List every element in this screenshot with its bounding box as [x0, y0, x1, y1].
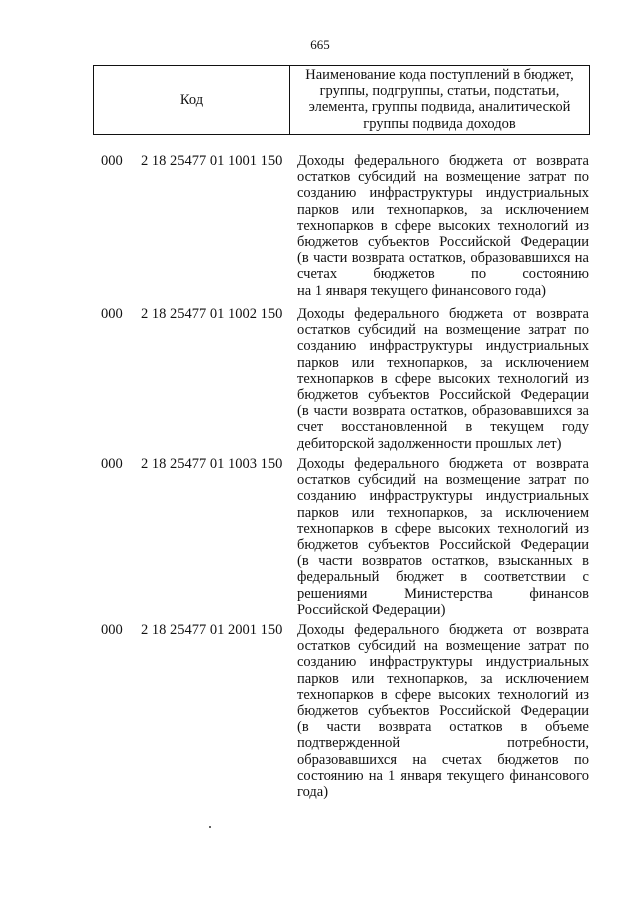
description-line: Доходы федерального бюджета от возврата	[297, 153, 589, 169]
admin-code: 000	[101, 622, 123, 638]
description-line: технопарков в сфере высоких технологий из	[297, 217, 589, 234]
description-line: (в части возвратов остатков, взысканных в	[297, 553, 589, 570]
description-line: Российской Федерации)	[297, 601, 446, 618]
description-line: технопарков в сфере высоких технологий из	[297, 370, 589, 387]
header-name-line: Наименование кода поступлений в бюджет,	[305, 67, 574, 83]
description-line: остатков субсидий на возмещение затрат по	[297, 169, 589, 186]
admin-code: 000	[101, 306, 123, 322]
description-line: созданию инфраструктуры индустриальных	[297, 654, 589, 671]
income-description	[297, 456, 589, 618]
description-line: на 1 января текущего финансового года)	[297, 282, 546, 299]
description-line: счет восстановленной в текущем году	[297, 419, 589, 436]
description-line: парков или технопарков, за исключением	[297, 201, 589, 218]
admin-code: 000	[101, 153, 123, 169]
header-name-cell	[290, 66, 589, 134]
income-description	[297, 153, 589, 299]
scan-speck	[209, 826, 211, 828]
description-line: созданию инфраструктуры индустриальных	[297, 338, 589, 355]
description-line: года)	[297, 783, 329, 800]
description-line: Доходы федерального бюджета от возврата	[297, 622, 589, 638]
description-line: Доходы федерального бюджета от возврата	[297, 456, 589, 472]
header-name-line: группы, подгруппы, статьи, подстатьи,	[319, 83, 560, 100]
income-description	[297, 622, 589, 800]
description-line: парков или технопарков, за исключением	[297, 670, 589, 687]
header-code-cell: Код	[94, 66, 290, 134]
description-line: бюджетов субъектов Российской Федерации	[297, 536, 589, 553]
description-line: парков или технопарков, за исключением	[297, 354, 589, 371]
admin-code: 000	[101, 456, 123, 472]
table-header	[93, 65, 590, 135]
header-name-line: элемента, группы подвида, аналитической	[308, 99, 571, 116]
income-code: 2 18 25477 01 2001 150	[141, 622, 283, 638]
description-line: остатков субсидий на возмещение затрат по	[297, 322, 589, 339]
description-line: состоянию на 1 января текущего финансового	[297, 767, 589, 784]
description-line: созданию инфраструктуры индустриальных	[297, 185, 589, 202]
description-line: бюджетов субъектов Российской Федерации	[297, 386, 589, 403]
description-line: бюджетов субъектов Российской Федерации	[297, 702, 589, 719]
description-line: остатков субсидий на возмещение затрат по	[297, 638, 589, 655]
header-name-line: группы подвида доходов	[363, 115, 516, 132]
description-line: парков или технопарков, за исключением	[297, 504, 589, 521]
description-line: остатков субсидий на возмещение затрат по	[297, 472, 589, 489]
income-code: 2 18 25477 01 1003 150	[141, 456, 283, 472]
description-line: бюджетов субъектов Российской Федерации	[297, 233, 589, 250]
description-line: образовавшихся на счетах бюджетов по	[297, 751, 589, 768]
description-line: (в части возврата остатков, образовавшихся на	[297, 250, 589, 267]
description-line: дебиторской задолженности прошлых лет)	[297, 435, 562, 452]
description-line: решениями Министерства финансов	[297, 585, 589, 602]
description-line: технопарков в сфере высоких технологий из	[297, 520, 589, 537]
description-line: подтвержденной потребности,	[297, 735, 589, 752]
description-line: технопарков в сфере высоких технологий из	[297, 686, 589, 703]
description-line: федеральный бюджет в соответствии с	[297, 569, 589, 586]
description-line: счетах бюджетов по состоянию	[297, 266, 589, 283]
income-description	[297, 306, 589, 452]
description-line: (в части возврата остатков, образовавшихся за	[297, 403, 589, 420]
description-line: созданию инфраструктуры индустриальных	[297, 488, 589, 505]
description-line: (в части возврата остатков в объеме	[297, 719, 589, 736]
page-number: 665	[310, 37, 330, 52]
income-code: 2 18 25477 01 1001 150	[141, 153, 283, 169]
description-line: Доходы федерального бюджета от возврата	[297, 306, 589, 322]
income-code: 2 18 25477 01 1002 150	[141, 306, 283, 322]
